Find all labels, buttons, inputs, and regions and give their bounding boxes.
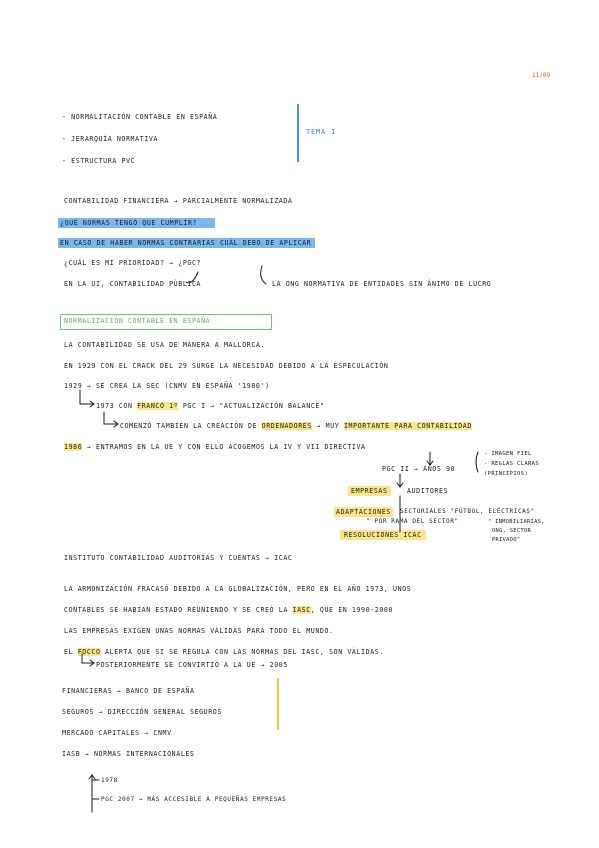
- icac-highlight: RESOLUCIONES ICAC: [340, 530, 426, 540]
- topic-item: - NORMALITACIÓN CONTABLE EN ESPAÑA: [62, 113, 218, 121]
- icac-line: POSTERIORMENTE SE CONVIRTIÓ A LA UE → 2005: [96, 661, 288, 669]
- rama-text: " POR RAMA DEL SECTOR": [366, 518, 459, 525]
- timeline-entry: PGC 2007 → MÁS ACCESIBLE A PEQUEÑAS EMPRESAS: [101, 796, 287, 803]
- answer-line: EN LA UI, CONTABILIDAD PÚBLICA: [64, 280, 202, 288]
- empresas-highlight: EMPRESAS: [348, 486, 391, 496]
- answer-line: LA ONG NORMATIVA DE ENTIDADES SIN ÁNIMO DE LUCRO: [272, 280, 492, 288]
- side-note-bracket: [476, 452, 478, 472]
- curved-arrow-ong: [261, 266, 266, 284]
- icac-line: INSTITUTO CONTABILIDAD AUDITORÍAS Y CUENTAS → ICAC: [64, 554, 293, 562]
- year-1986-highlight: 1986: [64, 443, 83, 451]
- body-line: LA CONTABILIDAD SE USA DE MANERA A MALLORCA.: [64, 341, 266, 349]
- body-line: 1929 → SE CREA LA SEC (CNMV EN ESPAÑA '1980'): [64, 382, 270, 390]
- question-highlight: ¿QUÉ NORMAS TENGO QUE CUMPLIR?: [58, 218, 215, 228]
- regulator-line: IASB → NORMAS INTERNACIONALES: [62, 750, 195, 758]
- timeline-year: 1978: [101, 777, 118, 784]
- icac-line: LA ARMONIZACIÓN FRACASÓ DEBIDO A LA GLOBALIZACIÓN, PERO EN EL AÑO 1973, UNOS: [64, 585, 412, 593]
- side-note-line: (PRINCIPIOS): [484, 471, 529, 477]
- side-note-line: - REGLAS CLARAS: [484, 461, 540, 467]
- topic-item: - ESTRUCTURA PVC: [62, 157, 136, 165]
- year-1973: 1973 CON: [96, 402, 133, 410]
- el-text: EL: [64, 648, 74, 656]
- regulator-line: FINANCIERAS → BANCO DE ESPAÑA: [62, 687, 195, 695]
- side-note-line: " INMOBILIARIAS,: [488, 519, 545, 525]
- creation-text: COMENZÓ TAMBIÉN LA CREACIÓN DE: [120, 422, 258, 430]
- adaptaciones-highlight: ADAPTACIONES: [336, 508, 391, 516]
- ordenadores-highlight: ORDENADORES: [261, 422, 312, 430]
- side-note-line: ONG, SECTOR: [492, 528, 531, 534]
- contables-text: CONTABLES SE HABÍAN ESTADO REUNIENDO Y SE CREÓ LA: [64, 606, 288, 614]
- regulator-line: SEGUROS → DIRECCIÓN GENERAL SEGUROS: [62, 708, 222, 716]
- ue-text: → ENTRAMOS EN LA UE Y CON ELLO ACOGEMOS LA IV Y VII DIRECTIVA: [86, 443, 366, 451]
- page-date: 11/09: [532, 72, 551, 79]
- question-line: ¿CUÁL ES MI PRIORIDAD? → ¿PGC?: [64, 259, 202, 267]
- body-line: EN 1929 CON EL CRACK DEL 29 SURGE LA NECESIDAD DEBIDO A LA ESPECULACIÓN: [64, 362, 389, 370]
- pgc1-text: PGC I → "ACTUALIZACIÓN BALANCE": [182, 402, 325, 410]
- pgc2-text: PGC II → AÑOS 90: [382, 465, 456, 473]
- section-title: NORMALIZACIÓN CONTABLE EN ESPAÑA: [64, 317, 211, 325]
- sectoriales-text: SECTORIALES "FÚTBOL, ELÉCTRICAS": [400, 508, 535, 515]
- auditores-text: AUDITORES: [407, 487, 449, 495]
- answer-highlight: EN CASO DE HABER NORMAS CONTRARIAS CUÁL DEBO DE APLICAR: [58, 238, 315, 248]
- side-note-line: - IMAGEN FIEL: [484, 451, 532, 457]
- hook-arrow-ue: [82, 654, 93, 663]
- curved-arrow-publica: [186, 272, 198, 283]
- iasc-highlight: IASC: [292, 606, 311, 614]
- focco-highlight: FOCCO: [77, 648, 101, 656]
- franco-highlight: FRANCO 1º: [137, 402, 179, 410]
- alerta-text: ALERTA QUE SI SE REGULA CON LAS NORMAS DEL IASC, SON VÁLIDAS.: [105, 648, 384, 656]
- tema-label: TEMA 1: [306, 128, 337, 136]
- topic-item: - JERARQUÍA NORMATIVA: [62, 135, 158, 143]
- intro-line: CONTABILIDAD FINANCIERA → PARCIALMENTE NORMALIZADA: [64, 197, 293, 205]
- muy-text: → MUY: [316, 422, 340, 430]
- years-text: , QUE EN 1990-2000: [310, 606, 394, 614]
- icac-line: LAS EMPRESAS EXIGEN UNAS NORMAS VÁLIDAS PARA TODO EL MUNDO.: [64, 627, 334, 635]
- importante-highlight: IMPORTANTE PARA CONTABILIDAD: [343, 422, 472, 430]
- regulator-line: MERCADO CAPITALES → CNMV: [62, 729, 172, 737]
- side-note-line: PRIVADO": [492, 537, 521, 543]
